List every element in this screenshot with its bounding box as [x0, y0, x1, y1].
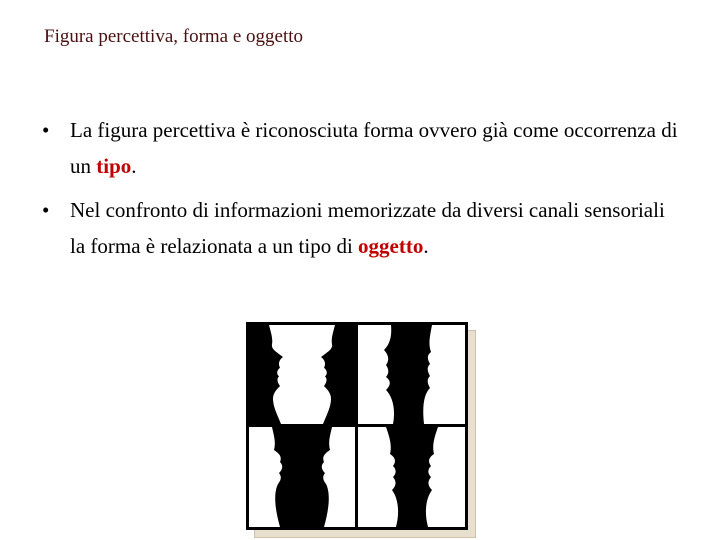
- bullet-marker: •: [42, 118, 50, 142]
- rubin-vase-illustration: [246, 322, 468, 530]
- grid-divider-horizontal: [246, 424, 468, 427]
- rubin-vase-figure: [246, 322, 476, 538]
- emphasis-word: tipo: [96, 154, 132, 178]
- emphasis-word: oggetto: [358, 234, 424, 258]
- bullet-list: [38, 112, 678, 272]
- slide-title: Figura percettiva, forma e oggetto: [44, 26, 304, 47]
- cell-bottom-left: [249, 427, 355, 527]
- bullet-marker: •: [42, 198, 50, 222]
- cell-top-left: [249, 325, 355, 424]
- bullet-punctuation: .: [131, 154, 137, 178]
- cell-top-right: [358, 325, 465, 424]
- bullet-text: Nel confronto di informazioni memorizzate da diversi canali sensoriali la forma è relazionata a un tipo di: [70, 198, 665, 258]
- cell-bottom-right: [358, 427, 465, 527]
- bullet-item: [38, 112, 678, 184]
- bullet-item: [38, 192, 678, 264]
- bullet-punctuation: .: [423, 234, 429, 258]
- bullet-text: La figura percettiva è riconosciuta forma ovvero già come occorrenza di un: [70, 118, 678, 178]
